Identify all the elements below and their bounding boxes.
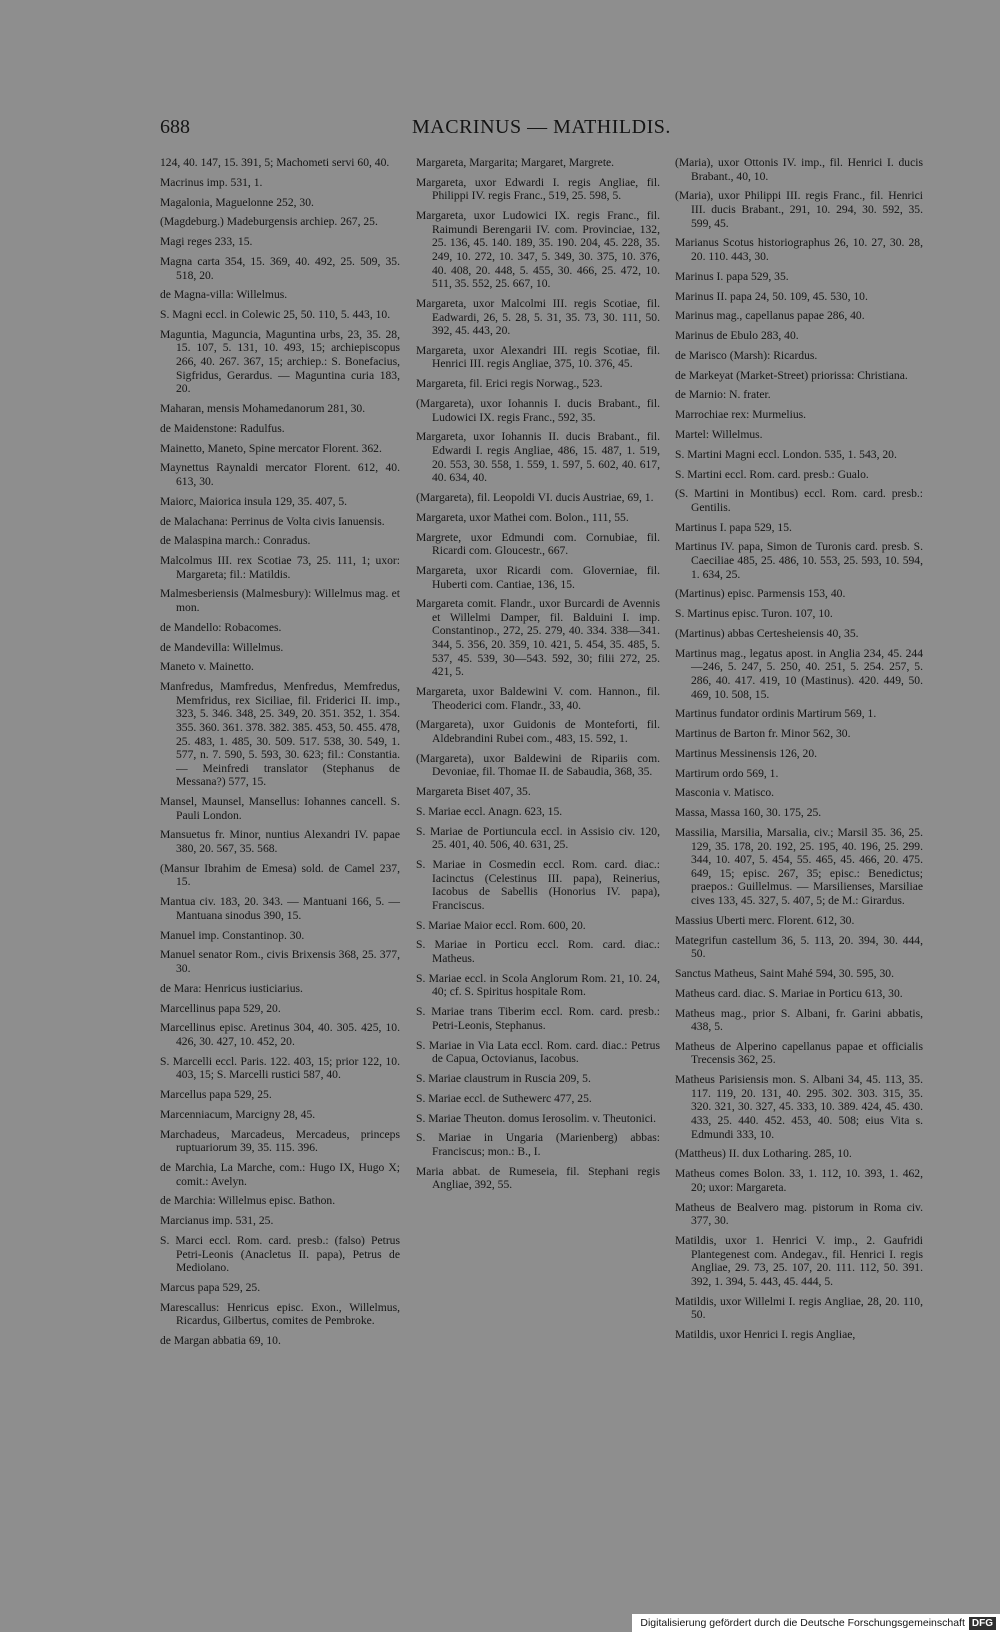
index-entry: Mainetto, Maneto, Spine mercator Florent. 362. xyxy=(160,441,382,455)
index-entry: de Marnio: N. frater. xyxy=(675,388,771,402)
index-entry: (Mansur Ibrahim de Emesa) sold. de Camel 237, 15. xyxy=(160,861,400,889)
index-entry: Matheus mag., prior S. Albani, fr. Garini abbatis, 438, 5. xyxy=(675,1006,923,1034)
index-entry: Marcenniacum, Marcigny 28, 45. xyxy=(160,1107,316,1121)
index-entry: S. Magni eccl. in Colewic 25, 50. 110, 5. 443, 10. xyxy=(160,308,391,322)
index-entry: Margareta, uxor Ricardi com. Gloverniae, fil. Huberti com. Cantiae, 136, 15. xyxy=(416,563,660,591)
index-entry: Massius Uberti merc. Florent. 612, 30. xyxy=(675,913,855,927)
index-entry: de Malachana: Perrinus de Volta civis Ianuensis. xyxy=(160,514,385,528)
index-entry: Margareta, uxor Alexandri III. regis Scotiae, fil. Henrici III. regis Angliae, 375, 10. 376, 45. xyxy=(416,343,660,371)
index-entry: de Mandevilla: Willelmus. xyxy=(160,640,284,654)
index-entry: S. Martini Magni eccl. London. 535, 1. 543, 20. xyxy=(675,447,897,461)
index-entry: Manuel senator Rom., civis Brixensis 368, 25. 377, 30. xyxy=(160,948,400,975)
index-entry: de Maidenstone: Radulfus. xyxy=(160,421,285,435)
index-entry: S. Mariae eccl. in Scola Anglorum Rom. 21, 10. 24, 40; cf. S. Spiritus hospitale Rom. xyxy=(416,971,660,999)
index-entry: de Marisco (Marsh): Ricardus. xyxy=(675,348,818,362)
index-entry: Maguntia, Maguncia, Maguntina urbs, 23, 35. 28, 15. 107, 5. 131, 10. 493, 15; archiepiscopus 266, 40. 267. 367, 15; archiep.: S. Bonefacius, Sigfridus, Gerardus. — Maguntina curia 183, 20. xyxy=(160,327,400,396)
index-entry: S. Marcelli eccl. Paris. 122. 403, 15; prior 122, 10. 403, 15; S. Marcelli rustici 587, 40. xyxy=(160,1054,400,1082)
index-entry: S. Mariae in Cosmedin eccl. Rom. card. diac.: Iacinctus (Celestinus III. papa), Reinerius, Iacobus de Sabellis (Honorius IV. papa), Franciscus. xyxy=(416,858,660,912)
index-entry: Maharan, mensis Mohamedanorum 281, 30. xyxy=(160,402,366,415)
index-entry: de Markeyat (Market-Street) priorissa: Christiana. xyxy=(675,368,908,382)
index-entry: Matheus comes Bolon. 33, 1. 112, 10. 393, 1. 462, 20; uxor: Margareta. xyxy=(675,1167,923,1194)
index-entry: Marcianus imp. 531, 25. xyxy=(160,1214,274,1228)
index-entry: Margareta comit. Flandr., uxor Burcardi de Avennis et Willelmi Damper, fil. Balduini I. imp. Constantinop., 272, 25. 279, 40. 334. 338—341. 344, 5. 356, 20. 359, 10. 421, 5. 454, 35. 485, 5. 537, 45. 539, 30—543. 592, 30; filii 272, 25. 421, 5. xyxy=(416,597,660,679)
index-entry: (Margareta), fil. Leopoldi VI. ducis Austriae, 69, 1. xyxy=(416,490,654,504)
index-entry: S. Mariae eccl. de Suthewerc 477, 25. xyxy=(416,1091,592,1105)
index-entry: (Margareta), uxor Guidonis de Monteforti, fil. Aldebrandini Rubei com., 483, 15. 592, 1. xyxy=(416,718,660,745)
index-entry: de Mara: Henricus iusticiarius. xyxy=(160,981,303,995)
index-entry: Maneto v. Mainetto. xyxy=(160,660,254,674)
index-entry: Macrinus imp. 531, 1. xyxy=(160,175,263,189)
index-entry: Mansel, Maunsel, Mansellus: Iohannes cancell. S. Pauli London. xyxy=(160,795,400,822)
index-entry: Massa, Massa 160, 30. 175, 25. xyxy=(675,806,822,820)
index-entry: (Margareta), uxor Iohannis I. ducis Brabant., fil. Ludowici IX. regis Franc., 592, 35. xyxy=(416,397,660,424)
funding-footer xyxy=(632,1614,1000,1632)
index-entry: Marcus papa 529, 25. xyxy=(160,1280,261,1294)
index-entry: Marchadeus, Marcadeus, Mercadeus, princeps ruptuariorum 39, 35. 115. 396. xyxy=(160,1127,400,1155)
index-entry: Massilia, Marsilia, Marsalia, civ.; Marsil 35. 36, 25. 129, 35. 178, 20. 192, 25. 195, 40. 196, 25. 299. 344, 10. 407, 5. 454, 55. 465, 45. 466, 20. 475. 649, 15; episc. 267, 35; episc.: Benedictus; praepos.: Guillelmus. — Marsilienses, Marsiliae cives 133, 45. 327, 5. 407, 5; de M.: Girardus. xyxy=(675,826,923,907)
index-entry: (Margareta), uxor Baldewini de Ripariis com. Devoniae, fil. Thomae II. de Sabaudia, 368, 35. xyxy=(416,751,660,779)
index-entry: de Marchia: Willelmus episc. Bathon. xyxy=(160,1194,336,1208)
index-entry: Manfredus, Mamfredus, Menfredus, Memfredus, Memfridus, rex Siciliae, fil. Friderici II. imp., 323, 5. 346. 348, 25. 349, 20. 351. 352, 1. 354. 355. 360. 361. 378. 382. 385. 453, 50. 455. 478, 25. 483, 1. 485, 30. 509. 517. 538, 30. 549, 1. 577, n. 7. 590, 5. 593, 30. 623; fil.: Constantia. — Meinfredi translator (Stephanus de Messana?) 577, 15. xyxy=(160,680,400,789)
index-entry: Malcolmus III. rex Scotiae 73, 25. 111, 1; uxor: Margareta; fil.: Matildis. xyxy=(160,554,400,581)
index-entry: Maria abbat. de Rumeseia, fil. Stephani regis Angliae, 392, 55. xyxy=(416,1164,660,1192)
index-entry: Mategrifun castellum 36, 5. 113, 20. 394, 30. 444, 50. xyxy=(675,933,923,961)
index-entry: Margareta, uxor Baldewini V. com. Hannon., fil. Theoderici com. Flandr., 33, 40. xyxy=(416,685,660,712)
index-entry: S. Mariae Maior eccl. Rom. 600, 20. xyxy=(416,918,586,932)
index-entry: Sanctus Matheus, Saint Mahé 594, 30. 595, 30. xyxy=(675,966,894,980)
index-entry: (Magdeburg.) Madeburgensis archiep. 267, 25. xyxy=(160,215,378,229)
index-entry: Martinus fundator ordinis Martirum 569, 1. xyxy=(675,707,877,721)
index-entry: S. Mariae de Portiuncula eccl. in Assisio civ. 120, 25. 401, 40. 506, 40. 631, 25. xyxy=(416,824,660,852)
index-entry: Marinus II. papa 24, 50. 109, 45. 530, 10. xyxy=(675,289,868,303)
index-entry: Marrochiae rex: Murmelius. xyxy=(675,408,807,422)
dfg-logo: DFG xyxy=(969,1617,996,1630)
index-entry: Marcellus papa 529, 25. xyxy=(160,1088,272,1102)
index-entry: S. Mariae in Porticu eccl. Rom. card. diac.: Matheus. xyxy=(416,938,660,966)
index-entry: Martel: Willelmus. xyxy=(675,427,763,441)
index-entry: de Magna-villa: Willelmus. xyxy=(160,288,288,302)
index-entry: Martinus Messinensis 126, 20. xyxy=(675,746,818,760)
index-entry: (Martinus) episc. Parmensis 153, 40. xyxy=(675,587,846,601)
index-entry: Marcellinus papa 529, 20. xyxy=(160,1001,281,1015)
index-entry: Matheus Parisiensis mon. S. Albani 34, 45. 113, 35. 117. 119, 20. 131, 40. 295. 302. 303. 315, 35. 320. 321, 30. 327, 45. 333, 10. 389. 424, 45. 430. 433, 25. 440. 452. 453, 40. 508; eius Vita s. Edmundi 333, 10. xyxy=(675,1073,923,1141)
running-head: MACRINUS — MATHILDIS. xyxy=(412,116,671,138)
index-entry: S. Martinus episc. Turon. 107, 10. xyxy=(675,607,833,621)
index-entry: Martinus de Barton fr. Minor 562, 30. xyxy=(675,727,851,741)
index-entry: Magna carta 354, 15. 369, 40. 492, 25. 509, 35. 518, 20. xyxy=(160,254,400,282)
index-entry: Margareta, uxor Malcolmi III. regis Scotiae, fil. Eadwardi, 26, 5. 28, 5. 31, 35. 73, 30. 111, 50. 392, 45. 443, 20. xyxy=(416,296,660,338)
index-entry: S. Mariae Theuton. domus Ierosolim. v. Theutonici. xyxy=(416,1111,656,1125)
index-entry: Margareta, uxor Mathei com. Bolon., 111, 55. xyxy=(416,510,629,524)
index-entry: S. Marci eccl. Rom. card. presb.: (falso) Petrus Petri-Leonis (Anacletus II. papa), Petrus de Mediolano. xyxy=(160,1233,400,1275)
index-entry: Marcellinus episc. Aretinus 304, 40. 305. 425, 10. 426, 30. 427, 10. 452, 20. xyxy=(160,1021,400,1048)
index-entry: S. Mariae claustrum in Ruscia 209, 5. xyxy=(416,1071,591,1085)
index-column-left xyxy=(160,156,400,1354)
index-entry: (Mattheus) II. dux Lotharing. 285, 10. xyxy=(675,1147,852,1161)
index-entry: Margareta, uxor Ludowici IX. regis Franc., fil. Raimundi Berengarii IV. com. Provinciae, 132, 25. 136, 45. 140. 189, 35. 190. 204, 45. 228, 35. 249, 10. 272, 10. 347, 5. 349, 30. 375, 10. 376, 40. 408, 20. 448, 5. 455, 30. 466, 25. 472, 10. 511, 35. 552, 25. 667, 10. xyxy=(416,209,660,291)
index-entry: Martinus mag., legatus apost. in Anglia 234, 45. 244—246, 5. 247, 5. 250, 40. 251, 5. 254. 257, 5. 286, 40. 417. 419, 10 (Mastinus). 420. 449, 50. 469, 10. 508, 15. xyxy=(675,646,923,701)
index-entry: Magalonia, Maguelonne 252, 30. xyxy=(160,195,314,209)
index-entry: Margareta, Margarita; Margaret, Margrete. xyxy=(416,156,615,169)
index-entry: Margareta Biset 407, 35. xyxy=(416,785,531,799)
index-entry: Masconia v. Matisco. xyxy=(675,786,775,800)
funding-credit: Digitalisierung gefördert durch die Deutsche Forschungsgemeinschaft xyxy=(640,1617,965,1629)
index-entry: Margareta, uxor Edwardi I. regis Angliae, fil. Philippi IV. regis Franc., 519, 25. 598, 5. xyxy=(416,175,660,203)
index-entry: Mantua civ. 183, 20. 343. — Mantuani 166, 5. — Mantuana sinodus 390, 15. xyxy=(160,895,400,922)
index-entry: Matheus card. diac. S. Mariae in Porticu 613, 30. xyxy=(675,986,903,1000)
index-entry: Margrete, uxor Edmundi com. Cornubiae, fil. Ricardi com. Gloucestr., 667. xyxy=(416,530,660,558)
index-entry: (Maria), uxor Ottonis IV. imp., fil. Henrici I. ducis Brabant., 40, 10. xyxy=(675,156,923,183)
index-entry: Matheus de Bealvero mag. pistorum in Roma civ. 377, 30. xyxy=(675,1200,923,1228)
page-number: 688 xyxy=(160,116,190,138)
index-entry: Manuel imp. Constantinop. 30. xyxy=(160,928,305,942)
index-entry: Mansuetus fr. Minor, nuntius Alexandri IV. papae 380, 20. 567, 35. 568. xyxy=(160,828,400,856)
index-entry: de Marchia, La Marche, com.: Hugo IX, Hugo X; comit.: Avelyn. xyxy=(160,1161,400,1188)
index-entry: Magi reges 233, 15. xyxy=(160,235,253,249)
index-entry: Malmesberiensis (Malmesbury): Willelmus mag. et mon. xyxy=(160,587,400,615)
index-entry: (S. Martini in Montibus) eccl. Rom. card. presb.: Gentilis. xyxy=(675,487,923,514)
index-entry: S. Martini eccl. Rom. card. presb.: Gualo. xyxy=(675,467,869,481)
index-entry: (Martinus) abbas Certesheiensis 40, 35. xyxy=(675,627,859,640)
index-entry: Margareta, uxor Iohannis II. ducis Brabant., fil. Edwardi I. regis Angliae, 486, 15. 487, 1. 519, 20. 553, 30. 558, 1. 559, 1. 597, 5. 602, 40. 617, 40. 634, 40. xyxy=(416,430,660,485)
index-entry: Martinus IV. papa, Simon de Turonis card. presb. S. Caeciliae 485, 25. 486, 10. 553, 25. 593, 10. 594, 1. 634, 25. xyxy=(675,540,923,581)
index-entry: S. Mariae trans Tiberim eccl. Rom. card. presb.: Petri-Leonis, Stephanus. xyxy=(416,1005,660,1032)
index-entry: Marinus I. papa 529, 35. xyxy=(675,269,789,283)
index-column-right xyxy=(675,156,923,1348)
index-entry: Martirum ordo 569, 1. xyxy=(675,766,779,780)
index-entry: Margareta, fil. Erici regis Norwag., 523. xyxy=(416,377,603,391)
index-entry: Matildis, uxor Willelmi I. regis Angliae, 28, 20. 110, 50. xyxy=(675,1294,923,1322)
index-entry: 124, 40. 147, 15. 391, 5; Machometi servi 60, 40. xyxy=(160,156,390,169)
index-entry: Maiorc, Maiorica insula 129, 35. 407, 5. xyxy=(160,494,348,508)
index-entry: S. Mariae in Via Lata eccl. Rom. card. diac.: Petrus de Capua, Octovianus, Iacobus. xyxy=(416,1038,660,1066)
index-entry: Marinus de Ebulo 283, 40. xyxy=(675,329,799,343)
index-entry: de Margan abbatia 69, 10. xyxy=(160,1334,281,1348)
index-entry: Marescallus: Henricus episc. Exon., Willelmus, Ricardus, Gilbertus, comites de Pembroke. xyxy=(160,1300,400,1328)
index-entry: Maynettus Raynaldi mercator Florent. 612, 40. 613, 30. xyxy=(160,461,400,488)
index-entry: Marinus mag., capellanus papae 286, 40. xyxy=(675,309,865,323)
index-entry: Matheus de Alperino capellanus papae et officialis Trecensis 362, 25. xyxy=(675,1039,923,1067)
index-entry: Marianus Scotus historiographus 26, 10. 27, 30. 28, 20. 110. 443, 30. xyxy=(675,236,923,263)
index-entry: S. Mariae eccl. Anagn. 623, 15. xyxy=(416,804,563,818)
index-entry: Martinus I. papa 529, 15. xyxy=(675,520,792,534)
index-entry: Matildis, uxor Henrici I. regis Angliae, xyxy=(675,1327,856,1341)
index-column-middle xyxy=(416,156,660,1198)
index-entry: Matildis, uxor 1. Henrici V. imp., 2. Gaufridi Plantegenest com. Andegav., fil. Henrici I. regis Angliae, 29. 73, 25. 107, 20. 111. 112, 50. 391. 392, 1. 394, 5. 443, 45. 444, 5. xyxy=(675,1233,923,1288)
index-entry: (Maria), uxor Philippi III. regis Franc., fil. Henrici III. ducis Brabant., 291, 10. 294, 30. 592, 35. 599, 45. xyxy=(675,189,923,230)
index-entry: S. Mariae in Ungaria (Marienberg) abbas: Franciscus; mon.: B., I. xyxy=(416,1131,660,1158)
index-entry: de Malaspina march.: Conradus. xyxy=(160,534,311,548)
index-entry: de Mandello: Robacomes. xyxy=(160,620,282,634)
